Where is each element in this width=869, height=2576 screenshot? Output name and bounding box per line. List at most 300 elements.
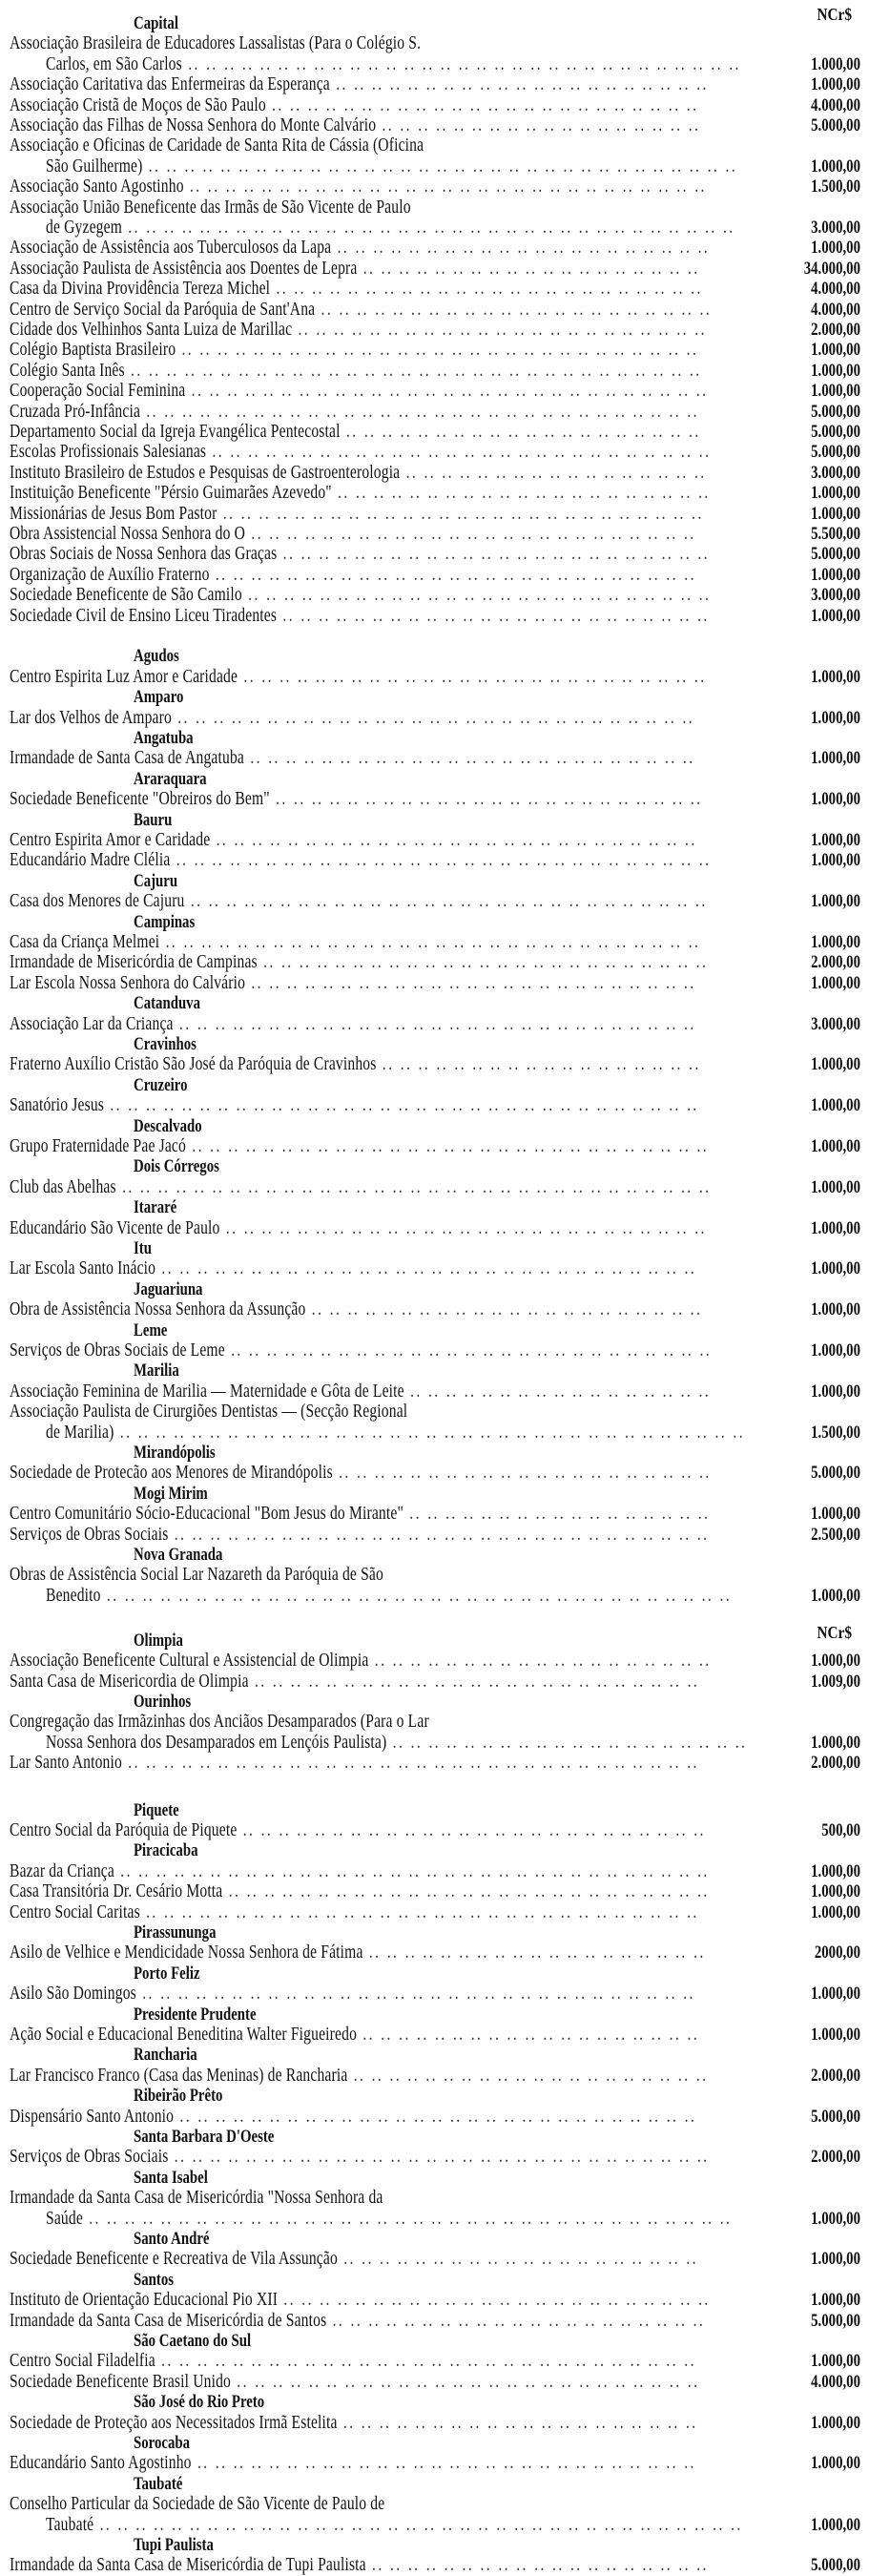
list-item xyxy=(0,830,869,851)
amount-value: 1.000,00 xyxy=(811,830,860,850)
amount-value: 5.000,00 xyxy=(811,2310,860,2331)
institution-name-text: Colégio Baptista Brasileiro xyxy=(10,340,176,361)
list-item xyxy=(0,1861,869,1882)
institution-name-text: Asilo de Velhice e Mendicidade Nossa Senhora de Fátima xyxy=(10,1942,363,1963)
city-heading: Bauru xyxy=(134,809,173,830)
list-item xyxy=(0,1902,869,1923)
list-item xyxy=(0,1218,869,1239)
institution-name-text: Organização de Auxílio Fraterno xyxy=(10,564,210,585)
institution-name-text: Escolas Profissionais Salesianas xyxy=(10,442,207,463)
amount-value: 1.000,00 xyxy=(811,360,860,381)
city-heading: Rancharia xyxy=(134,2045,197,2066)
amount-value: 1.000,00 xyxy=(811,666,860,687)
institution-name-text: Associação Lar da Criança xyxy=(10,1013,174,1034)
leader-dots: .. .. .. .. .. .. .. .. .. .. .. .. .. .. .. .. .. .. .. xyxy=(368,1651,712,1672)
institution-name xyxy=(10,2351,696,2372)
institution-name-text: Centro Espirita Amor e Caridade xyxy=(10,830,211,850)
leader-dots: .. .. .. .. .. .. .. .. .. .. .. .. .. .. .. .. .. .. .. .. .. .. .. .. .. .. .. .. .. xyxy=(174,2106,697,2127)
city-heading: Santa Barbara D'Oeste xyxy=(134,2126,275,2147)
list-item xyxy=(0,932,869,953)
list-item xyxy=(0,1504,869,1525)
institution-name xyxy=(10,1258,697,1279)
list-item xyxy=(0,1984,869,2005)
city-heading: Pirassununga xyxy=(134,1922,217,1942)
institution-name xyxy=(10,2412,698,2434)
leader-dots: .. .. .. .. .. .. .. .. .. .. .. .. .. .. .. .. .. .. .. .. .. .. .. .. .. .. .. xyxy=(209,564,696,585)
leader-dots: .. .. .. .. .. .. .. .. .. .. .. .. .. .. .. .. .. .. .. .. .. .. .. .. .. xyxy=(244,748,695,769)
list-item xyxy=(0,361,869,382)
leader-dots: .. .. .. .. .. .. .. .. .. .. .. .. .. .. .. .. .. .. .. .. .. .. .. .. .. .. .. .. .. .. .. .. .. .. xyxy=(122,218,735,238)
list-item xyxy=(0,789,869,810)
leader-dots: .. .. .. .. .. .. .. .. .. .. .. .. .. .. .. .. .. .. .. xyxy=(362,1942,706,1963)
institution-name-text: Casa Transitória Dr. Cesário Motta xyxy=(10,1881,223,1902)
institution-name xyxy=(10,891,708,912)
institution-name-text: Lar Escola Nossa Senhora do Calvário xyxy=(10,972,246,993)
list-item xyxy=(0,2107,869,2128)
institution-name xyxy=(46,1732,748,1754)
institution-name-text: Educandário Madre Clélia xyxy=(10,850,171,871)
amount-value: 1.000,00 xyxy=(811,483,860,504)
amount-value: 1.000,00 xyxy=(811,932,860,952)
list-item xyxy=(0,2351,869,2372)
list-item xyxy=(0,1733,869,1754)
city-heading: Leme xyxy=(134,1319,168,1340)
amount-value: 1.000,00 xyxy=(811,1381,860,1402)
amount-value: 1.009,00 xyxy=(811,1671,860,1692)
institution-name-text: Club das Abelhas xyxy=(10,1176,116,1197)
list-item xyxy=(0,2453,869,2474)
institution-name xyxy=(10,1299,703,1320)
list-item xyxy=(0,2413,869,2434)
institution-name xyxy=(10,1524,710,1546)
amount-value: 1.000,00 xyxy=(811,2024,860,2045)
amount-value: 1.000,00 xyxy=(811,2249,860,2270)
amount-value: 5.000,00 xyxy=(811,442,860,463)
amount-value: 1.000,00 xyxy=(811,2351,860,2372)
leader-dots: .. .. .. .. .. .. .. .. .. .. .. .. .. .. .. .. .. .. xyxy=(376,115,701,135)
leader-dots: .. .. .. .. .. .. .. .. .. .. .. .. .. .. .. .. .. .. .. .. .. .. .. .. .. .. .. .. .. .. .. .. .. xyxy=(114,1860,710,1881)
institution-name-text: Irmandade da Santa Casa de Misericórdia de Tupi Paulista xyxy=(10,2555,366,2576)
institution-name-text: Conselho Particular da Sociedade de São Vicente de Paulo de xyxy=(10,2494,385,2515)
institution-name-text: Colégio Santa Inês xyxy=(10,360,125,381)
leader-dots: .. .. .. .. .. .. .. .. .. .. .. .. .. .. .. .. .. .. .. .. .. .. .. .. .. .. .. xyxy=(217,503,704,524)
institution-name-text: Obra Assistencial Nossa Senhora do O xyxy=(10,524,246,544)
list-item xyxy=(0,544,869,565)
institution-name-text: Associação e Oficinas de Caridade de Santa Rita de Cássia (Oficina xyxy=(10,135,424,156)
institution-name xyxy=(10,2453,696,2474)
list-item xyxy=(0,2515,869,2536)
institution-name xyxy=(10,2024,700,2046)
institution-name-text: Educandário São Vicente de Paulo xyxy=(10,1217,220,1238)
list-item xyxy=(0,381,869,402)
city-heading: Cravinhos xyxy=(134,1034,197,1054)
institution-name-text: Sociedade Civil de Ensino Liceu Tiradentes xyxy=(10,605,278,626)
institution-name xyxy=(10,94,699,116)
list-item xyxy=(0,1753,869,1774)
leader-dots: .. .. .. .. .. .. .. .. .. .. .. .. .. .. .. .. .. .. .. .. xyxy=(340,422,701,442)
amount-value: 1.000,00 xyxy=(811,340,860,361)
leader-dots: .. .. .. .. .. .. .. .. .. .. .. .. .. .. .. .. .. .. .. .. .. .. .. .. xyxy=(278,2290,711,2311)
institution-name xyxy=(10,1651,712,1672)
city-heading: São Caetano do Sul xyxy=(134,2330,252,2351)
institution-name xyxy=(10,1901,699,1923)
institution-name-text: Cruzada Pró-Infância xyxy=(10,401,141,422)
amount-value: 2.000,00 xyxy=(811,320,860,340)
institution-name xyxy=(10,177,707,197)
amount-value: 4.000,00 xyxy=(811,279,860,300)
institution-name xyxy=(10,1402,567,1423)
list-item xyxy=(0,135,869,156)
institution-name xyxy=(10,666,707,688)
list-item xyxy=(0,177,869,197)
institution-name-text: Cidade dos Velhinhos Santa Luiza de Marillac xyxy=(10,320,293,340)
institution-name xyxy=(10,1881,710,1902)
currency-header: NCr$ xyxy=(817,5,852,24)
institution-name xyxy=(10,1136,710,1157)
institution-name xyxy=(10,197,567,218)
list-item xyxy=(0,279,869,300)
amount-value: 1.000,00 xyxy=(811,1881,860,1902)
city-heading: Piracicaba xyxy=(134,1840,198,1861)
amount-value: 3.000,00 xyxy=(811,462,860,483)
institution-name-text: Centro Social Filadelfia xyxy=(10,2351,155,2372)
list-item xyxy=(0,115,869,136)
institution-name xyxy=(10,564,696,586)
list-item xyxy=(0,1565,869,1586)
amount-value: 1.000,00 xyxy=(811,53,860,74)
amount-value: 2000,00 xyxy=(814,1942,860,1963)
institution-name-text: Carlos, em São Carlos xyxy=(46,53,182,74)
institution-name xyxy=(10,2371,700,2393)
institution-name xyxy=(46,1585,733,1607)
institution-name xyxy=(10,2494,567,2515)
institution-name-text: Fraterno Auxílio Cristão São José da Paróquia de Cravinhos xyxy=(10,1054,377,1075)
amount-value: 4.000,00 xyxy=(811,299,860,320)
amount-value: 2.000,00 xyxy=(811,2147,860,2168)
leader-dots: .. .. .. .. .. .. .. .. .. .. .. .. .. .. .. .. .. .. .. .. .. .. .. .. .. .. xyxy=(237,1819,706,1840)
institution-name xyxy=(10,850,712,871)
leader-dots: .. .. .. .. .. .. .. .. .. .. .. .. .. .. .. .. .. .. .. .. .. .. .. .. .. .. .. .. .. .. xyxy=(155,2351,696,2372)
city-heading: Dois Córregos xyxy=(134,1156,219,1177)
amount-value: 1.000,00 xyxy=(811,1504,860,1525)
leader-dots: .. .. .. .. .. .. .. .. .. .. .. .. .. .. .. .. .. .. .. .. .. .. .. .. .. .. .. .. .. .. xyxy=(168,1524,710,1545)
institution-name xyxy=(46,53,741,75)
leader-dots: .. .. .. .. .. .. .. .. .. .. .. .. .. .. .. .. .. .. .. .. .. xyxy=(329,74,709,95)
institution-name xyxy=(10,830,697,851)
institution-name xyxy=(10,299,713,321)
leader-dots: .. .. .. .. .. .. .. .. .. .. .. .. .. .. .. .. .. .. .. .. .. .. .. .. .. .. .. .. .. .. xyxy=(170,850,712,871)
leader-dots: .. .. .. .. .. .. .. .. .. .. .. .. .. .. .. .. .. .. .. .. .. xyxy=(326,2310,706,2331)
institution-name-text: Benedito xyxy=(46,1585,101,1606)
institution-name-text: Taubaté xyxy=(46,2514,94,2535)
city-heading: Santos xyxy=(134,2269,175,2290)
institution-name-text: Dispensário Santo Antonio xyxy=(10,2106,175,2127)
institution-name-text: Lar Escola Santo Inácio xyxy=(10,1258,156,1279)
amount-value: 2.500,00 xyxy=(811,1524,860,1545)
institution-name xyxy=(10,2188,567,2209)
list-item xyxy=(0,1881,869,1902)
city-heading: Marilia xyxy=(134,1361,179,1381)
institution-name xyxy=(10,1095,699,1116)
institution-name xyxy=(10,238,711,259)
leader-dots: .. .. .. .. .. .. .. .. .. .. .. .. .. .. .. .. .. .. .. .. .. .. .. .. .. .. .. .. .. .. .. .. .. .. .. .. xyxy=(82,2208,733,2229)
city-heading: Sorocaba xyxy=(134,2432,191,2453)
list-item xyxy=(0,504,869,525)
city-heading: Piquete xyxy=(134,1799,179,1820)
institution-name-text: Irmandade da Santa Casa de Misericórdia de Santos xyxy=(10,2310,327,2331)
institution-name-text: Lar dos Velhos de Amparo xyxy=(10,707,172,728)
institution-name-text: Centro Social Caritas xyxy=(10,1901,140,1922)
institution-name xyxy=(10,1712,567,1733)
institution-name-text: Associação Feminina de Marilia — Maternidade e Gôta de Leite xyxy=(10,1381,404,1402)
institution-name-text: Sociedade Beneficente "Obreiros do Bem" xyxy=(10,789,270,810)
list-item xyxy=(0,442,869,463)
amount-value: 1.000,00 xyxy=(811,605,860,626)
institution-name xyxy=(10,1671,700,1693)
institution-name-text: Associação de Assistência aos Tuberculosos da Lapa xyxy=(10,238,332,259)
leader-dots: .. .. .. .. .. .. .. .. .. .. .. .. .. .. .. .. .. .. .. .. .. .. .. .. .. xyxy=(257,952,709,973)
institution-name xyxy=(10,258,700,280)
amount-value: 1.000,00 xyxy=(811,2514,860,2535)
list-item xyxy=(0,2494,869,2515)
leader-dots: .. .. .. .. .. .. .. .. .. .. .. .. .. .. .. .. .. .. .. .. .. .. .. .. .. .. .. .. .. .. .. .. .. xyxy=(115,1176,712,1197)
institution-name-text: Associação União Beneficente das Irmãs de São Vicente de Paulo xyxy=(10,197,411,218)
institution-name xyxy=(10,748,695,769)
list-item xyxy=(0,238,869,259)
list-item xyxy=(0,340,869,361)
list-item xyxy=(0,33,869,54)
institution-name-text: Instituto de Orientação Educacional Pio XII xyxy=(10,2290,279,2311)
leader-dots: .. .. .. .. .. .. .. .. .. .. .. .. .. .. .. .. .. .. .. .. .. .. .. .. .. .. .. xyxy=(224,1340,713,1361)
city-heading: Agudos xyxy=(134,646,179,667)
list-item xyxy=(0,422,869,443)
currency-header-repeat: NCr$ xyxy=(817,1623,852,1642)
institution-name xyxy=(10,2147,710,2168)
city-heading: Angatuba xyxy=(134,728,194,748)
amount-value: 5.000,00 xyxy=(811,115,860,135)
list-item xyxy=(0,2372,869,2393)
city-heading: Cruzeiro xyxy=(134,1074,188,1095)
amount-value: 5.000,00 xyxy=(811,1463,860,1484)
leader-dots: .. .. .. .. .. .. .. .. .. .. .. .. .. .. .. .. .. .. .. .. .. .. .. .. .. .. .. .. .. .. .. .. .. .. .. .. xyxy=(93,2514,743,2535)
institution-name xyxy=(10,279,703,300)
leader-dots: .. .. .. .. .. .. .. .. .. .. .. .. .. .. .. .. .. .. .. .. .. .. .. .. .. .. .. .. .. .. .. .. .. .. .. xyxy=(114,1422,745,1443)
leader-dots: .. .. .. .. .. .. .. .. .. .. .. .. .. .. .. .. .. .. .. .. .. .. .. .. .. xyxy=(248,1671,700,1692)
institution-name xyxy=(10,1984,695,2005)
leader-dots: .. .. .. .. .. .. .. .. .. .. .. .. .. .. .. .. .. .. .. .. .. .. xyxy=(305,1299,703,1320)
institution-name xyxy=(10,1463,712,1484)
institution-name xyxy=(10,2310,706,2332)
institution-name-text: Ação Social e Educacional Beneditina Walter Figueiredo xyxy=(10,2024,358,2045)
institution-name-text: Obras Sociais de Nossa Senhora das Graças xyxy=(10,544,278,565)
list-item xyxy=(0,463,869,484)
institution-name-text: Nossa Senhora dos Desamparados em Lençóis Paulista) xyxy=(46,1732,387,1753)
amount-value: 1.000,00 xyxy=(811,2208,860,2229)
list-item xyxy=(0,2249,869,2270)
amount-value: 1.000,00 xyxy=(811,2453,860,2474)
amount-value: 1.000,00 xyxy=(811,1217,860,1238)
institution-name-text: Irmandade de Misericórdia de Campinas xyxy=(10,952,258,973)
institution-name-text: Irmandade da Santa Casa de Misericórdia "Nossa Senhora da xyxy=(10,2188,383,2209)
city-heading: São José do Rio Preto xyxy=(134,2392,265,2413)
institution-name-text: de Gyzegem xyxy=(46,218,122,238)
leader-dots: .. .. .. .. .. .. .. .. .. .. .. .. .. .. .. .. .. .. .. xyxy=(365,2555,709,2576)
list-item xyxy=(0,1340,869,1361)
list-item xyxy=(0,1423,869,1444)
amount-value: 5.500,00 xyxy=(811,524,860,544)
list-item xyxy=(0,156,869,177)
list-item xyxy=(0,483,869,504)
leader-dots: .. .. .. .. .. .. .. .. .. .. .. .. .. .. .. .. .. .. .. .. .. .. .. .. xyxy=(270,279,703,300)
leader-dots: .. .. .. .. .. .. .. .. .. .. .. .. .. .. .. .. .. .. .. .. .. .. .. .. .. .. .. xyxy=(222,1881,710,1902)
amount-value: 5.000,00 xyxy=(811,544,860,565)
leader-dots: .. .. .. .. .. .. .. .. .. .. .. .. .. .. .. .. .. .. .. .. .. xyxy=(331,483,711,504)
amount-value: 1.000,00 xyxy=(811,707,860,728)
list-item xyxy=(0,1463,869,1484)
institution-name-text: Associação Brasileira de Educadores Lassalistas (Para o Colégio S. xyxy=(10,33,422,54)
institution-name-text: Cooperação Social Feminina xyxy=(10,381,186,402)
institution-name xyxy=(10,320,707,341)
amount-value: 1.000,00 xyxy=(811,1585,860,1606)
leader-dots: .. .. .. .. .. .. .. .. .. .. .. .. .. .. .. .. .. .. .. .. .. .. .. .. .. xyxy=(245,972,696,993)
institution-name xyxy=(10,135,567,156)
city-heading: Santo André xyxy=(134,2228,210,2249)
leader-dots: .. .. .. .. .. .. .. .. .. .. .. .. .. .. .. .. .. .. .. .. .. .. .. .. .. .. .. .. .. xyxy=(171,707,695,728)
list-item xyxy=(0,524,869,545)
institution-name-text: Grupo Fraternidade Pae Jacó xyxy=(10,1136,186,1156)
institution-name-text: Casa da Criança Melmei xyxy=(10,932,160,952)
institution-name xyxy=(10,115,701,136)
list-item xyxy=(0,2066,869,2087)
institution-name-text: Serviços de Obras Sociais de Leme xyxy=(10,1340,225,1361)
amount-value: 1.500,00 xyxy=(811,177,860,197)
institution-name xyxy=(10,1819,706,1841)
institution-name-text: Departamento Social da Igreja Evangélica Pentecostal xyxy=(10,422,341,442)
amount-value: 4.000,00 xyxy=(811,2371,860,2392)
institution-name xyxy=(10,483,711,504)
institution-name xyxy=(10,2106,697,2128)
institution-name-text: Obra de Assistência Nossa Senhora da Assunção xyxy=(10,1299,306,1320)
institution-name xyxy=(10,1381,712,1402)
institution-name-text: Casa dos Menores de Cajuru xyxy=(10,891,185,912)
list-item xyxy=(0,402,869,423)
institution-name xyxy=(10,2065,709,2087)
list-item xyxy=(0,1672,869,1693)
institution-name-text: Casa da Divina Providência Tereza Michel xyxy=(10,279,271,300)
city-heading: Porto Feliz xyxy=(134,1963,200,1984)
amount-value: 1.000,00 xyxy=(811,238,860,259)
amount-value: 1.000,00 xyxy=(811,1651,860,1672)
amount-value: 1.000,00 xyxy=(811,748,860,769)
leader-dots: .. .. .. .. .. .. .. .. .. .. .. .. .. .. .. .. .. .. .. .. .. .. .. .. .. .. .. .. .. .. .. xyxy=(135,1984,695,2005)
leader-dots: .. .. .. .. .. .. .. .. .. .. .. .. .. .. .. .. .. .. .. .. .. .. .. .. .. .. .. .. .. .. xyxy=(155,1258,697,1279)
amount-value: 500,00 xyxy=(821,1819,860,1840)
institution-name xyxy=(10,544,710,565)
institution-name-text: São Guilherme) xyxy=(46,156,143,177)
leader-dots: .. .. .. .. .. .. .. .. .. .. .. .. .. .. .. .. .. xyxy=(403,1381,712,1402)
leader-dots: .. .. .. .. .. .. .. .. .. .. .. .. .. .. .. .. .. .. .. .. .. .. .. .. .. .. .. .. .. xyxy=(184,891,708,912)
amount-value: 3.000,00 xyxy=(811,218,860,238)
institution-name xyxy=(46,1422,745,1444)
institution-name xyxy=(10,1054,701,1075)
list-item xyxy=(0,1820,869,1841)
amount-value: 2.000,00 xyxy=(811,952,860,973)
amount-value: 1.000,00 xyxy=(811,1984,860,2005)
list-item xyxy=(0,1381,869,1402)
institution-name-text: Asilo São Domingos xyxy=(10,1984,136,2005)
institution-name-text: Instituição Beneficente "Pérsio Guimarães Azevedo" xyxy=(10,483,332,504)
institution-name xyxy=(10,789,703,810)
city-heading: Itararé xyxy=(134,1197,177,1218)
institution-name-text: Educandário Santo Agostinho xyxy=(10,2453,192,2474)
institution-name-text: Centro Espirita Luz Amor e Caridade xyxy=(10,666,238,687)
leader-dots: .. .. .. .. .. .. .. .. .. .. .. .. .. .. .. .. .. .. .. .. .. .. .. .. .. .. .. .. .. .. .. xyxy=(181,53,741,74)
list-item xyxy=(0,1299,869,1320)
institution-name xyxy=(10,381,709,402)
list-item xyxy=(0,1402,869,1423)
institution-name-text: Centro de Serviço Social da Paróquia de Sant'Ana xyxy=(10,299,316,320)
amount-value: 1.000,00 xyxy=(811,850,860,871)
leader-dots: .. .. .. .. .. .. .. .. .. .. .. .. .. .. .. .. .. xyxy=(403,1504,711,1525)
amount-value: 5.000,00 xyxy=(811,2555,860,2576)
leader-dots: .. .. .. .. .. .. .. .. .. .. .. .. .. .. .. .. .. .. .. .. .. .. .. .. .. .. .. xyxy=(219,1217,707,1238)
leader-dots: .. .. .. .. .. .. .. .. .. .. .. .. .. .. .. .. .. .. .. .. .. .. .. .. .. .. .. .. xyxy=(191,2453,696,2474)
amount-value: 2.000,00 xyxy=(811,2065,860,2086)
leader-dots: .. .. .. .. .. .. .. .. .. .. .. .. .. .. .. .. .. .. .. .. .. .. .. .. .. .. xyxy=(238,666,707,687)
list-item xyxy=(0,2555,869,2576)
leader-dots: .. .. .. .. .. .. .. .. .. .. .. .. .. .. .. .. .. .. .. .. .. .. .. .. xyxy=(269,789,703,810)
amount-value: 1.000,00 xyxy=(811,1901,860,1922)
amount-value: 1.000,00 xyxy=(811,2412,860,2433)
list-item xyxy=(0,197,869,218)
institution-name-text: Congregação das Irmãzinhas dos Anciãos Desamparados (Para o Lar xyxy=(10,1712,429,1733)
amount-value: 5.000,00 xyxy=(811,2106,860,2127)
institution-name-text: Associação Santo Agostinho xyxy=(10,177,184,197)
list-item xyxy=(0,2147,869,2168)
leader-dots: .. .. .. .. .. .. .. .. .. .. .. .. .. .. .. .. .. .. .. .. .. .. .. xyxy=(292,320,707,340)
institution-name-text: Associação Caritativa das Enfermeiras da Esperança xyxy=(10,74,330,95)
list-item xyxy=(0,320,869,341)
leader-dots: .. .. .. .. .. .. .. .. .. .. .. .. .. .. .. .. .. .. .. .. .. .. .. .. xyxy=(277,605,710,626)
list-item xyxy=(0,259,869,280)
amount-value: 1.000,00 xyxy=(811,1860,860,1881)
institution-name-text: Associação Cristã de Moços de São Paulo xyxy=(10,94,266,115)
amount-value: 1.000,00 xyxy=(811,1176,860,1197)
city-heading: Catanduva xyxy=(134,993,201,1014)
institution-name xyxy=(10,442,712,463)
list-item xyxy=(0,952,869,973)
institution-name-text: Centro Comunitário Sócio-Educacional "Bom Jesus do Mirante" xyxy=(10,1504,403,1525)
institution-name xyxy=(46,2208,733,2230)
amount-value: 1.000,00 xyxy=(811,1095,860,1116)
institution-name-text: Associação Beneficente Cultural e Assistencial de Olimpia xyxy=(10,1651,369,1672)
leader-dots: .. .. .. .. .. .. .. .. .. .. .. .. .. .. .. .. .. .. .. .. .. .. .. .. .. .. .. .. .. .. .. .. .. xyxy=(142,156,738,177)
amount-value: 34.000,00 xyxy=(803,258,860,279)
institution-name-text: Missionárias de Jesus Bom Pastor xyxy=(10,503,217,524)
city-heading: Presidente Prudente xyxy=(134,2004,257,2025)
leader-dots: .. .. .. .. .. .. .. .. .. .. .. .. .. .. .. .. .. .. .. .. .. .. .. .. .. xyxy=(245,524,696,544)
institution-name xyxy=(10,1942,706,1963)
list-item xyxy=(0,891,869,912)
institution-name xyxy=(10,707,695,729)
list-item xyxy=(0,748,869,769)
leader-dots: .. .. .. .. .. .. .. .. .. .. .. .. .. .. .. .. .. .. .. .. .. .. .. .. .. .. .. .. .. xyxy=(183,177,707,197)
institution-name xyxy=(10,2555,709,2576)
leader-dots: .. .. .. .. .. .. .. .. .. .. .. .. .. .. .. .. .. .. .. .. .. .. .. .. .. .. .. .. .. .. .. .. .. xyxy=(104,1095,699,1116)
institution-name xyxy=(10,74,709,95)
institution-name xyxy=(46,156,738,177)
list-item xyxy=(0,2188,869,2209)
